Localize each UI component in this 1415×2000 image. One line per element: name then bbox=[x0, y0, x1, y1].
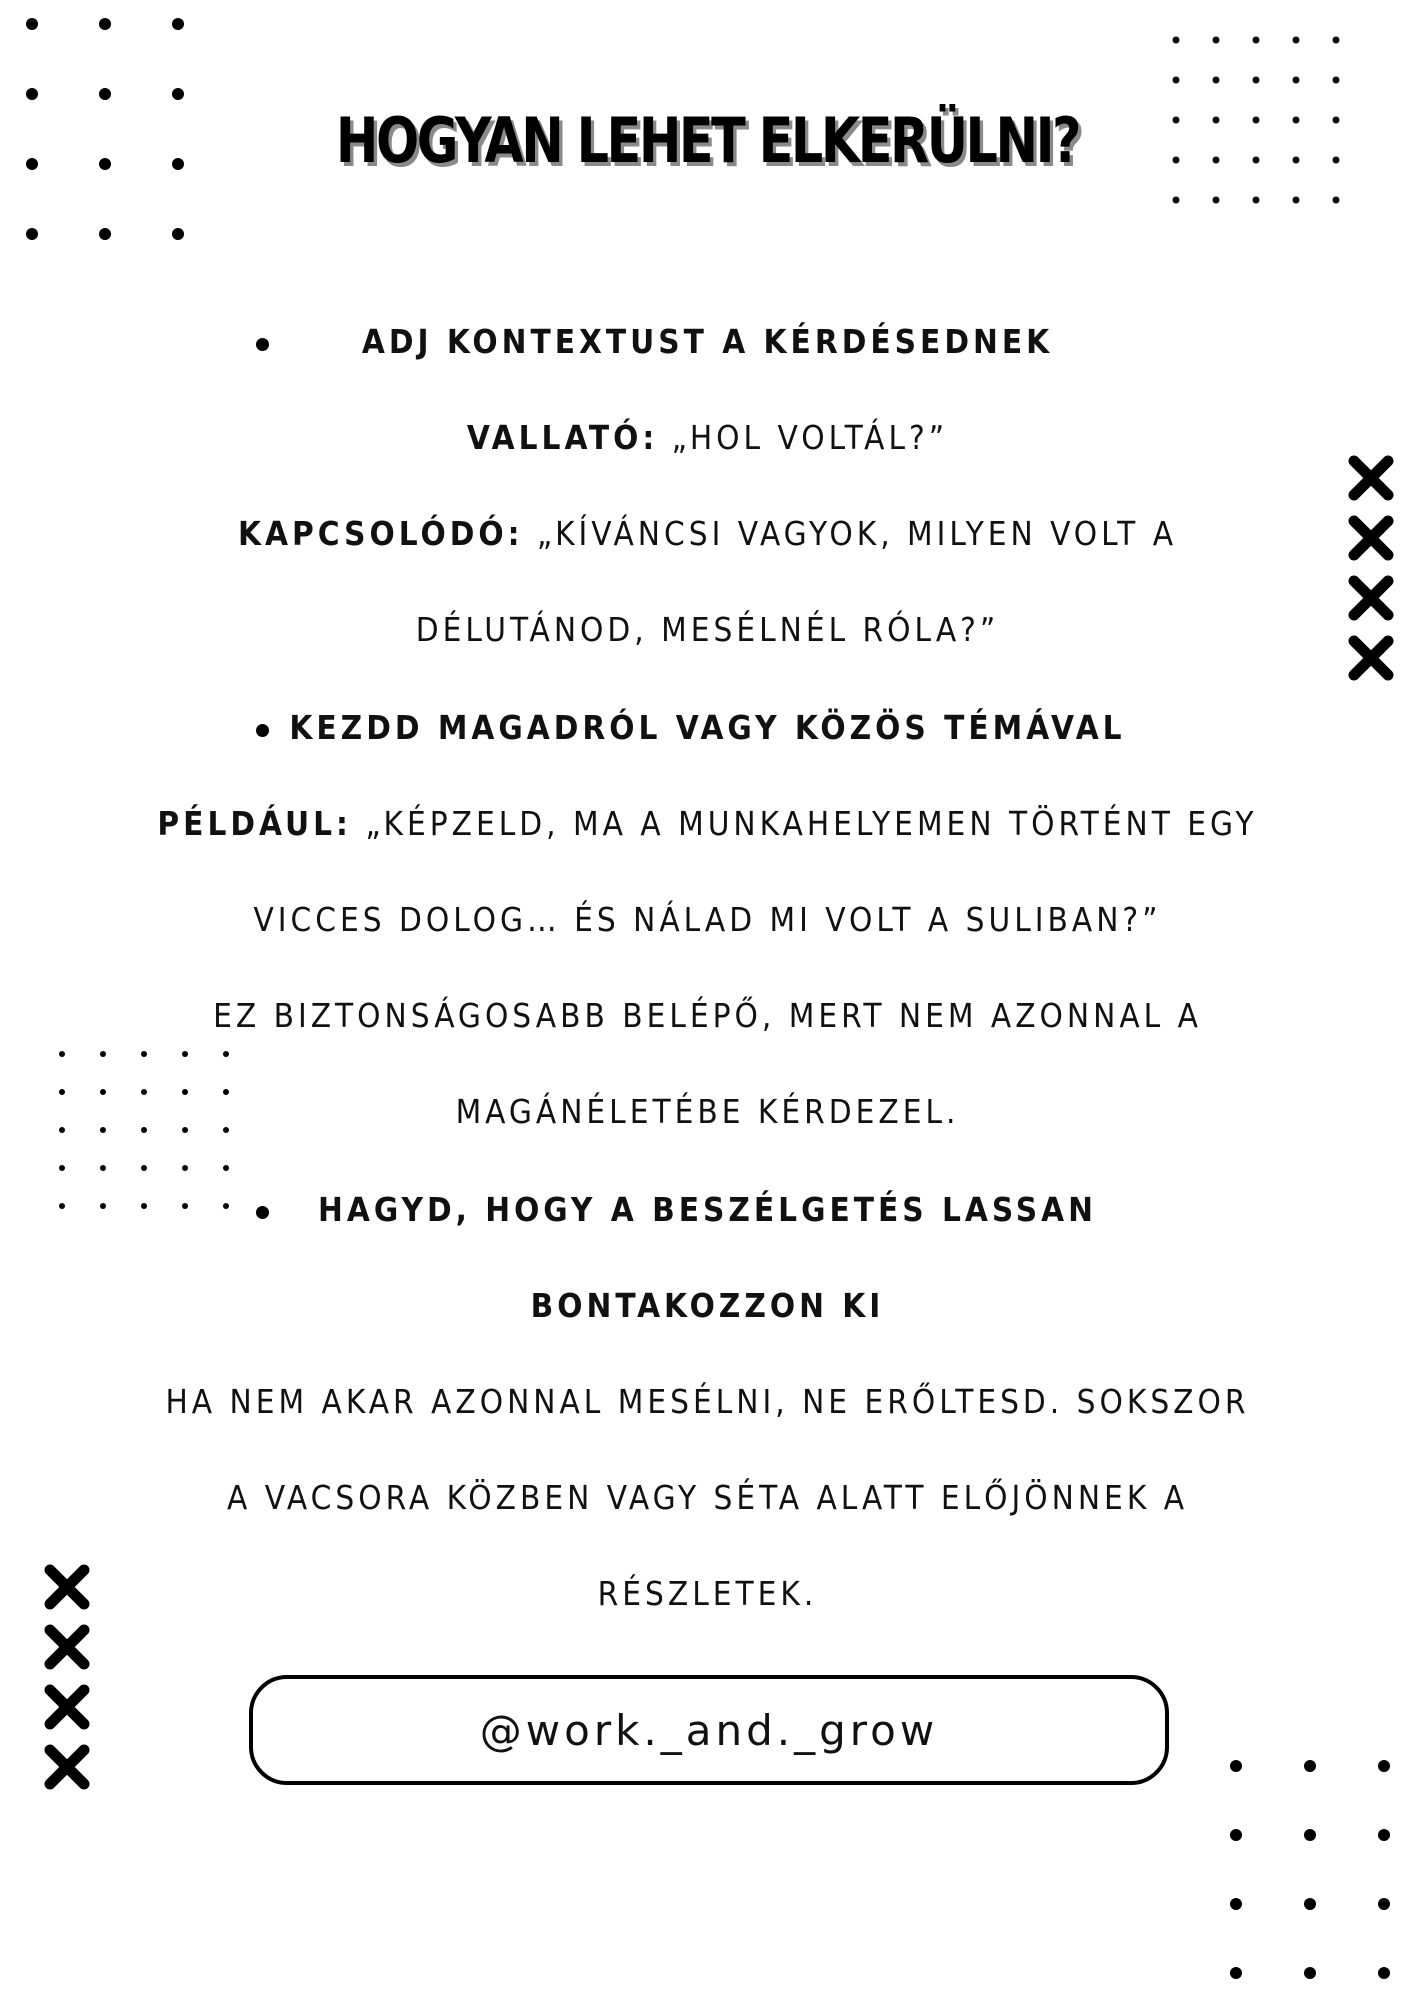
line-text: HA NEM AKAR AZONNAL MESÉLNI, NE ERŐLTESD. SOKSZOR bbox=[165, 1382, 1250, 1421]
line-label: VALLATÓ: bbox=[466, 418, 659, 457]
line-text: A VACSORA KÖZBEN VAGY SÉTA ALATT ELŐJÖNNEK A bbox=[226, 1478, 1189, 1517]
dot-grid-icon bbox=[56, 1048, 236, 1218]
text-line bbox=[0, 996, 1415, 1035]
text-line bbox=[0, 418, 1415, 457]
handle-box bbox=[249, 1675, 1169, 1785]
x-mark-icon bbox=[1348, 455, 1396, 683]
dot-grid-icon bbox=[1170, 34, 1360, 214]
line-text: „KÍVÁNCSI VAGYOK, MILYEN VOLT A bbox=[523, 514, 1178, 553]
text-line bbox=[0, 610, 1415, 649]
line-label: PÉLDÁUL: bbox=[157, 804, 352, 843]
dot-grid-icon bbox=[20, 14, 200, 244]
page-title: HOGYAN LEHET ELKERÜLNI? bbox=[335, 104, 1080, 177]
line-text: VICCES DOLOG… ÉS NÁLAD MI VOLT A SULIBAN?” bbox=[253, 900, 1162, 939]
line-text: EZ BIZTONSÁGOSABB BELÉPŐ, MERT NEM AZONNAL A bbox=[213, 996, 1202, 1035]
text-line bbox=[0, 1478, 1415, 1517]
x-mark-icon bbox=[44, 1564, 92, 1792]
text-line bbox=[0, 1382, 1415, 1421]
text-line bbox=[0, 900, 1415, 939]
section-heading: HAGYD, HOGY A BESZÉLGETÉS LASSAN bbox=[318, 1190, 1097, 1229]
social-handle: @work._and._grow bbox=[479, 1705, 939, 1755]
line-text: MAGÁNÉLETÉBE KÉRDEZEL. bbox=[455, 1092, 960, 1131]
text-line bbox=[0, 1574, 1415, 1613]
line-text: „HOL VOLTÁL?” bbox=[658, 418, 949, 457]
text-line bbox=[0, 804, 1415, 843]
line-text: „KÉPZELD, MA A MUNKAHELYEMEN TÖRTÉNT EGY bbox=[351, 804, 1258, 843]
section-heading: ADJ KONTEXTUST A KÉRDÉSEDNEK bbox=[361, 322, 1054, 361]
section-heading: BONTAKOZZON KI bbox=[530, 1286, 885, 1325]
text-line bbox=[0, 514, 1415, 553]
section-heading: KEZDD MAGADRÓL VAGY KÖZÖS TÉMÁVAL bbox=[289, 708, 1126, 747]
line-label: KAPCSOLÓDÓ: bbox=[237, 514, 524, 553]
line-text: RÉSZLETEK. bbox=[597, 1574, 818, 1613]
dot-grid-icon bbox=[1222, 1752, 1402, 1992]
line-text: DÉLUTÁNOD, MESÉLNÉL RÓLA?” bbox=[415, 610, 1000, 649]
